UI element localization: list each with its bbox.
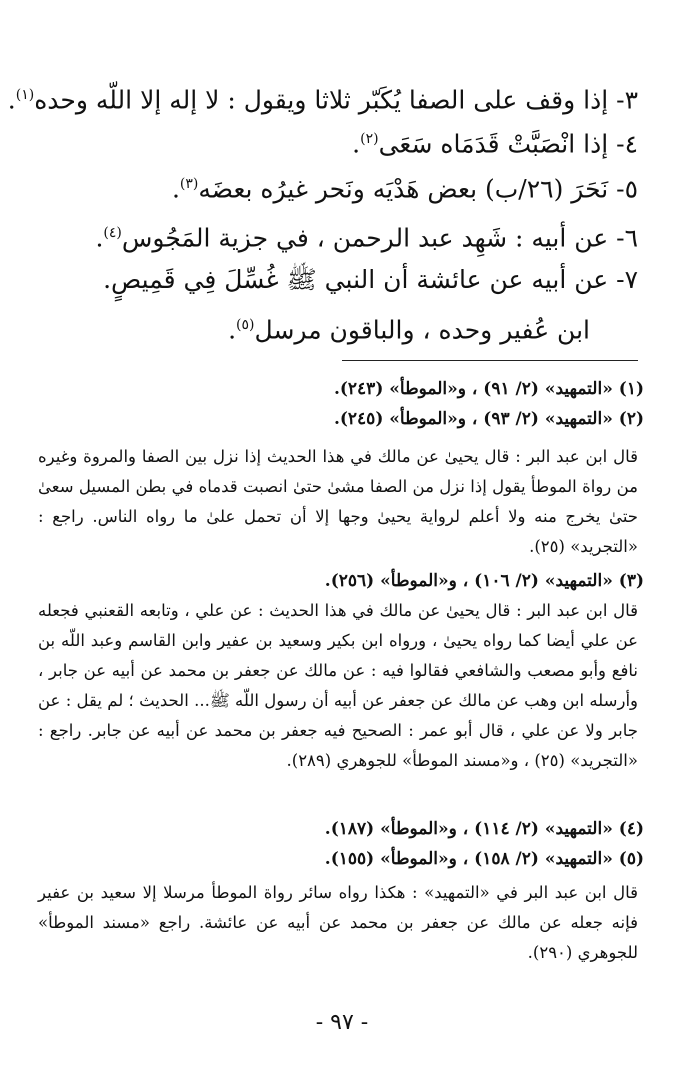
main-line-6: ٦- عن أبيه : شَهِد عبد الرحمن ، في جزية المَجُوس$^{(٤)}$.	[95, 223, 638, 253]
page-number: - ٩٧ -	[315, 1010, 369, 1035]
footnote-4: (٤) «التمهيد» (٢/ ١١٤) ، و«الموطأ» (١٨٧).	[324, 819, 644, 839]
footnote-ref-4[interactable]: (٤)	[103, 225, 122, 241]
main-line-3: ٣- إذا وقف على الصفا يُكَبّر ثلاثا ويقول : لا إله إلا اللّه وحده$^{(١)}$.	[7, 85, 638, 115]
footnote-separator	[342, 360, 638, 361]
main-line-4: ٤- إذا انْصَبَّتْ قَدَمَاه سَعَى$^{(٢)}$.	[352, 129, 638, 159]
footnote-3-text: قال ابن عبد البر : قال يحيىٰ عن مالك في هذا الحديث : عن علي ، وتابعه القعنبي فجعله عن علي أيضا كما رواه يحيىٰ ، ورواه ابن بكير وسعيد بن عفير وابن القاسم وعبد اللّه بن نافع وأبو مصعب والشافعي فقالوا فيه : عن مالك عن جعفر بن محمد عن أبيه عن جابر ، وأرسله ابن وهب عن مالك عن جعفر عن أبيه أن رسول اللّه ﷺ... الحديث ؛ لم يقل : عن جابر ولا عن علي ، قال أبو عمر : الصحيح فيه جعفر بن محمد عن أبيه عن جابر. راجع : «التجريد» (٢٥) ، و«مسند الموطأ» للجوهري (٢٨٩).	[38, 601, 638, 770]
footnote-ref-1[interactable]: (١)	[15, 87, 35, 103]
footnote-ref-5[interactable]: (٥)	[236, 317, 255, 333]
footnote-2: (٢) «التمهيد» (٢/ ٩٣) ، و«الموطأ» (٢٤٥).	[333, 409, 644, 429]
main-line-5: ٥- نَحَرَ (٢٦/ب) بعض هَدْيَه ونَحر غيرُه بعضَه$^{(٣)}$.	[171, 174, 638, 204]
footnote-2-text: قال ابن عبد البر : قال يحيىٰ عن مالك في هذا الحديث إذا نزل بين الصفا والمروة وغيره من رواة الموطأ يقول إذا نزل من الصفا مشىٰ حتىٰ انصبت قدماه في بطن المسيل سعىٰ حتىٰ يخرج منه ولا أعلم لرواية يحيىٰ وجها إلا أن تحمل علىٰ ما رواه الناس. راجع : «التجريد» (٢٥).	[38, 447, 638, 556]
footnote-3: (٣) «التمهيد» (٢/ ١٠٦) ، و«الموطأ» (٢٥٦).	[324, 571, 644, 591]
footnote-ref-2[interactable]: (٢)	[360, 131, 379, 147]
footnote-ref-3[interactable]: (٣)	[179, 176, 199, 192]
footnote-5-text: قال ابن عبد البر في «التمهيد» : هكذا رواه سائر رواة الموطأ مرسلا إلا سعيد بن عفير فإنه جعله عن مالك عن جعفر بن محمد عن أبيه عن عائشة. راجع «مسند الموطأ» للجوهري (٢٩٠).	[38, 883, 638, 962]
footnote-5: (٥) «التمهيد» (٢/ ١٥٨) ، و«الموطأ» (١٥٥).	[324, 849, 644, 869]
main-line-7: ٧- عن أبيه عن عائشة أن النبي ﷺ غُسِّلَ فِي قَمِيصٍ.	[103, 265, 638, 294]
main-line-7-continuation: ابن عُفير وحده ، والباقون مرسل$^{(٥)}$.	[228, 315, 590, 345]
footnote-1: (١) «التمهيد» (٢/ ٩١) ، و«الموطأ» (٢٤٣).	[333, 379, 644, 399]
